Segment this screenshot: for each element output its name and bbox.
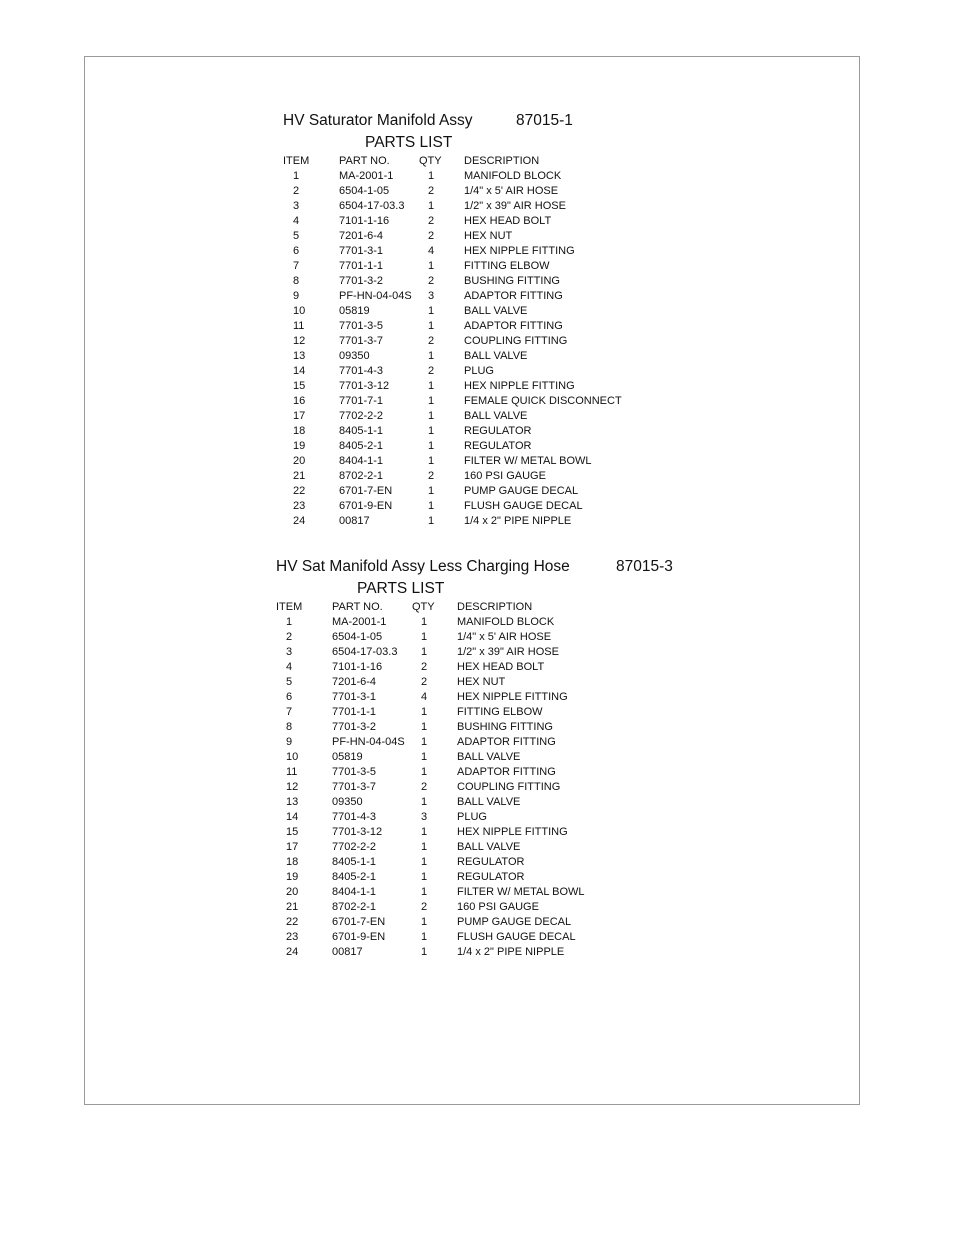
- description-cell: 160 PSI GAUGE: [464, 470, 546, 482]
- part-no-cell: PF-HN-04-04S: [332, 736, 405, 748]
- table-header-row: [283, 154, 644, 169]
- item-cell: 18: [286, 856, 299, 868]
- part-no-cell: 8405-2-1: [332, 871, 377, 883]
- description-cell: PUMP GAUGE DECAL: [464, 485, 579, 497]
- part-no-cell: 8405-1-1: [332, 856, 377, 868]
- table-row: [283, 304, 644, 319]
- header-item: ITEM: [283, 155, 310, 167]
- description-cell: 1/4" x 5' AIR HOSE: [457, 631, 552, 643]
- parts-list-title: PARTS LIST: [357, 580, 445, 597]
- part-no-cell: 7701-7-1: [339, 395, 384, 407]
- description-cell: ADAPTOR FITTING: [464, 320, 563, 332]
- description-cell: BALL VALVE: [464, 305, 528, 317]
- item-cell: 4: [286, 661, 293, 673]
- part-no-cell: 6701-7-EN: [332, 916, 386, 928]
- part-no-cell: 7101-1-16: [332, 661, 383, 673]
- header-item: ITEM: [276, 601, 303, 613]
- item-cell: 13: [293, 350, 306, 362]
- description-cell: REGULATOR: [464, 440, 532, 452]
- table-row: [283, 424, 644, 439]
- qty-cell: 1: [421, 751, 428, 763]
- table-row: [283, 319, 644, 334]
- part-no-cell: 8405-2-1: [339, 440, 384, 452]
- parts-list-section-87015-3: [276, 558, 673, 960]
- qty-cell: 2: [421, 676, 428, 688]
- part-no-cell: 7701-4-3: [339, 365, 384, 377]
- part-no-cell: 7701-3-12: [332, 826, 383, 838]
- description-cell: FITTING ELBOW: [457, 706, 543, 718]
- item-cell: 3: [286, 646, 293, 658]
- description-cell: FITTING ELBOW: [464, 260, 550, 272]
- assembly-number: 87015-1: [516, 112, 573, 129]
- qty-cell: 4: [421, 691, 428, 703]
- qty-cell: 2: [428, 215, 435, 227]
- description-cell: ADAPTOR FITTING: [457, 766, 556, 778]
- part-no-cell: MA-2001-1: [339, 170, 394, 182]
- description-cell: HEX NIPPLE FITTING: [464, 380, 575, 392]
- description-cell: ADAPTOR FITTING: [464, 290, 563, 302]
- item-cell: 22: [286, 916, 299, 928]
- description-cell: 1/4 x 2" PIPE NIPPLE: [457, 946, 565, 958]
- part-no-cell: 7701-3-2: [339, 275, 384, 287]
- item-cell: 2: [286, 631, 293, 643]
- part-no-cell: 00817: [339, 515, 370, 527]
- item-cell: 11: [286, 766, 298, 778]
- qty-cell: 1: [421, 931, 428, 943]
- qty-cell: 2: [421, 781, 428, 793]
- part-no-cell: 8405-1-1: [339, 425, 384, 437]
- item-cell: 5: [286, 676, 293, 688]
- qty-cell: 1: [421, 916, 428, 928]
- item-cell: 1: [293, 170, 300, 182]
- description-cell: 1/4 x 2" PIPE NIPPLE: [464, 515, 572, 527]
- table-row: [276, 615, 637, 630]
- description-cell: HEX NIPPLE FITTING: [464, 245, 575, 257]
- assembly-number: 87015-3: [616, 558, 673, 575]
- qty-cell: 1: [428, 170, 435, 182]
- table-row: [283, 274, 644, 289]
- item-cell: 21: [293, 470, 306, 482]
- part-no-cell: 6701-7-EN: [339, 485, 393, 497]
- part-no-cell: 7201-6-4: [339, 230, 384, 242]
- part-no-cell: MA-2001-1: [332, 616, 387, 628]
- description-cell: BALL VALVE: [457, 841, 521, 853]
- table-row: [283, 499, 644, 514]
- table-row: [283, 409, 644, 424]
- description-cell: 1/2" x 39" AIR HOSE: [464, 200, 566, 212]
- part-no-cell: 7701-4-3: [332, 811, 377, 823]
- item-cell: 13: [286, 796, 299, 808]
- item-cell: 19: [293, 440, 306, 452]
- description-cell: HEX NUT: [464, 230, 513, 242]
- qty-cell: 1: [428, 515, 435, 527]
- part-no-cell: 6701-9-EN: [339, 500, 393, 512]
- part-no-cell: 6504-17-03.3: [332, 646, 398, 658]
- table-row: [283, 484, 644, 499]
- qty-cell: 1: [428, 380, 435, 392]
- part-no-cell: 8702-2-1: [339, 470, 384, 482]
- description-cell: HEX NIPPLE FITTING: [457, 691, 568, 703]
- item-cell: 20: [293, 455, 306, 467]
- parts-table-body: [276, 615, 637, 960]
- description-cell: BALL VALVE: [457, 796, 521, 808]
- qty-cell: 1: [428, 260, 435, 272]
- parts-table: [276, 600, 637, 960]
- item-cell: 24: [293, 515, 306, 527]
- part-no-cell: 7201-6-4: [332, 676, 377, 688]
- part-no-cell: PF-HN-04-04S: [339, 290, 412, 302]
- qty-cell: 1: [428, 320, 435, 332]
- assembly-title: [276, 558, 673, 578]
- description-cell: FILTER W/ METAL BOWL: [457, 886, 585, 898]
- table-row: [283, 214, 644, 229]
- table-row: [276, 720, 637, 735]
- qty-cell: 2: [428, 335, 435, 347]
- table-row: [283, 229, 644, 244]
- qty-cell: 1: [421, 616, 428, 628]
- description-cell: BALL VALVE: [457, 751, 521, 763]
- qty-cell: 1: [421, 721, 428, 733]
- description-cell: 1/2" x 39" AIR HOSE: [457, 646, 559, 658]
- part-no-cell: 7701-3-12: [339, 380, 390, 392]
- description-cell: HEX HEAD BOLT: [457, 661, 545, 673]
- part-no-cell: 6504-17-03.3: [339, 200, 405, 212]
- item-cell: 15: [293, 380, 306, 392]
- table-row: [283, 364, 644, 379]
- qty-cell: 2: [421, 661, 428, 673]
- table-header-row: [276, 600, 637, 615]
- item-cell: 14: [286, 811, 299, 823]
- qty-cell: 2: [428, 185, 435, 197]
- item-cell: 7: [293, 260, 300, 272]
- part-no-cell: 7702-2-2: [339, 410, 384, 422]
- part-no-cell: 7701-3-1: [339, 245, 384, 257]
- qty-cell: 1: [421, 826, 428, 838]
- part-no-cell: 05819: [339, 305, 370, 317]
- part-no-cell: 7701-3-7: [332, 781, 377, 793]
- header-part-no: PART NO.: [339, 155, 390, 167]
- table-row: [276, 750, 637, 765]
- description-cell: 1/4" x 5' AIR HOSE: [464, 185, 559, 197]
- item-cell: 2: [293, 185, 300, 197]
- item-cell: 9: [293, 290, 300, 302]
- header-part-no: PART NO.: [332, 601, 383, 613]
- qty-cell: 1: [421, 631, 428, 643]
- qty-cell: 1: [421, 646, 428, 658]
- qty-cell: 2: [428, 275, 435, 287]
- assembly-name: HV Sat Manifold Assy Less Charging Hose: [276, 558, 570, 575]
- item-cell: 22: [293, 485, 306, 497]
- item-cell: 7: [286, 706, 293, 718]
- item-cell: 5: [293, 230, 300, 242]
- table-row: [283, 454, 644, 469]
- parts-list-title: PARTS LIST: [365, 134, 453, 151]
- item-cell: 18: [293, 425, 306, 437]
- part-no-cell: 05819: [332, 751, 363, 763]
- item-cell: 14: [293, 365, 306, 377]
- qty-cell: 3: [428, 290, 435, 302]
- qty-cell: 2: [428, 365, 435, 377]
- table-row: [276, 675, 637, 690]
- table-row: [283, 169, 644, 184]
- table-row: [283, 514, 644, 529]
- item-cell: 8: [286, 721, 293, 733]
- table-row: [283, 289, 644, 304]
- table-row: [276, 855, 637, 870]
- table-row: [276, 930, 637, 945]
- parts-table: [283, 154, 644, 529]
- qty-cell: 1: [428, 410, 435, 422]
- table-row: [283, 469, 644, 484]
- table-row: [283, 439, 644, 454]
- description-cell: FEMALE QUICK DISCONNECT: [464, 395, 622, 407]
- table-row: [283, 334, 644, 349]
- part-no-cell: 8404-1-1: [332, 886, 377, 898]
- qty-cell: 1: [421, 766, 428, 778]
- item-cell: 12: [286, 781, 299, 793]
- assembly-title: [283, 112, 644, 132]
- part-no-cell: 6504-1-05: [332, 631, 383, 643]
- description-cell: 160 PSI GAUGE: [457, 901, 539, 913]
- qty-cell: 2: [428, 230, 435, 242]
- item-cell: 15: [286, 826, 299, 838]
- qty-cell: 1: [421, 706, 428, 718]
- description-cell: BALL VALVE: [464, 350, 528, 362]
- qty-cell: 1: [421, 886, 428, 898]
- part-no-cell: 6504-1-05: [339, 185, 390, 197]
- description-cell: FILTER W/ METAL BOWL: [464, 455, 592, 467]
- qty-cell: 2: [421, 901, 428, 913]
- table-row: [283, 379, 644, 394]
- part-no-cell: 09350: [332, 796, 363, 808]
- table-row: [283, 259, 644, 274]
- item-cell: 12: [293, 335, 306, 347]
- table-row: [283, 199, 644, 214]
- description-cell: COUPLING FITTING: [457, 781, 561, 793]
- item-cell: 8: [293, 275, 300, 287]
- qty-cell: 4: [428, 245, 435, 257]
- item-cell: 6: [293, 245, 300, 257]
- description-cell: BUSHING FITTING: [464, 275, 560, 287]
- item-cell: 3: [293, 200, 300, 212]
- parts-list-section-87015-1: [283, 112, 644, 529]
- table-row: [276, 825, 637, 840]
- item-cell: 1: [286, 616, 293, 628]
- description-cell: PLUG: [457, 811, 487, 823]
- table-row: [276, 885, 637, 900]
- qty-cell: 1: [428, 425, 435, 437]
- qty-cell: 3: [421, 811, 428, 823]
- part-no-cell: 7701-1-1: [332, 706, 377, 718]
- qty-cell: 1: [428, 350, 435, 362]
- part-no-cell: 6701-9-EN: [332, 931, 386, 943]
- item-cell: 9: [286, 736, 293, 748]
- description-cell: HEX HEAD BOLT: [464, 215, 552, 227]
- part-no-cell: 00817: [332, 946, 363, 958]
- table-row: [276, 735, 637, 750]
- table-row: [283, 349, 644, 364]
- qty-cell: 1: [428, 500, 435, 512]
- item-cell: 10: [286, 751, 299, 763]
- header-qty: QTY: [419, 155, 442, 167]
- part-no-cell: 7101-1-16: [339, 215, 390, 227]
- qty-cell: 1: [428, 440, 435, 452]
- header-qty: QTY: [412, 601, 435, 613]
- table-row: [276, 630, 637, 645]
- part-no-cell: 7701-3-1: [332, 691, 377, 703]
- description-cell: MANIFOLD BLOCK: [457, 616, 555, 628]
- description-cell: MANIFOLD BLOCK: [464, 170, 562, 182]
- table-row: [276, 795, 637, 810]
- qty-cell: 1: [428, 395, 435, 407]
- description-cell: ADAPTOR FITTING: [457, 736, 556, 748]
- qty-cell: 1: [428, 485, 435, 497]
- part-no-cell: 7701-3-5: [339, 320, 384, 332]
- table-row: [276, 945, 637, 960]
- part-no-cell: 7701-3-7: [339, 335, 384, 347]
- item-cell: 10: [293, 305, 306, 317]
- description-cell: FLUSH GAUGE DECAL: [457, 931, 576, 943]
- table-row: [276, 870, 637, 885]
- qty-cell: 1: [421, 796, 428, 808]
- qty-cell: 1: [421, 841, 428, 853]
- table-row: [276, 780, 637, 795]
- description-cell: PLUG: [464, 365, 494, 377]
- assembly-name: HV Saturator Manifold Assy: [283, 112, 473, 129]
- table-row: [276, 645, 637, 660]
- table-row: [276, 660, 637, 675]
- parts-table-body: [283, 169, 644, 529]
- description-cell: REGULATOR: [464, 425, 532, 437]
- table-row: [276, 690, 637, 705]
- description-cell: HEX NUT: [457, 676, 506, 688]
- description-cell: REGULATOR: [457, 856, 525, 868]
- part-no-cell: 7702-2-2: [332, 841, 377, 853]
- qty-cell: 1: [421, 871, 428, 883]
- table-row: [276, 765, 637, 780]
- item-cell: 23: [293, 500, 306, 512]
- qty-cell: 2: [428, 470, 435, 482]
- part-no-cell: 8702-2-1: [332, 901, 377, 913]
- item-cell: 19: [286, 871, 299, 883]
- qty-cell: 1: [428, 455, 435, 467]
- qty-cell: 1: [428, 305, 435, 317]
- part-no-cell: 7701-3-5: [332, 766, 377, 778]
- part-no-cell: 8404-1-1: [339, 455, 384, 467]
- table-row: [276, 840, 637, 855]
- qty-cell: 1: [421, 856, 428, 868]
- description-cell: BALL VALVE: [464, 410, 528, 422]
- item-cell: 17: [286, 841, 299, 853]
- qty-cell: 1: [421, 946, 428, 958]
- part-no-cell: 7701-1-1: [339, 260, 384, 272]
- description-cell: REGULATOR: [457, 871, 525, 883]
- table-row: [276, 705, 637, 720]
- item-cell: 17: [293, 410, 306, 422]
- item-cell: 23: [286, 931, 299, 943]
- item-cell: 4: [293, 215, 300, 227]
- item-cell: 16: [293, 395, 306, 407]
- header-description: DESCRIPTION: [464, 155, 540, 167]
- description-cell: BUSHING FITTING: [457, 721, 553, 733]
- part-no-cell: 7701-3-2: [332, 721, 377, 733]
- description-cell: COUPLING FITTING: [464, 335, 568, 347]
- item-cell: 20: [286, 886, 299, 898]
- table-row: [283, 394, 644, 409]
- description-cell: PUMP GAUGE DECAL: [457, 916, 572, 928]
- description-cell: FLUSH GAUGE DECAL: [464, 500, 583, 512]
- item-cell: 6: [286, 691, 293, 703]
- part-no-cell: 09350: [339, 350, 370, 362]
- qty-cell: 1: [421, 736, 428, 748]
- table-row: [276, 900, 637, 915]
- table-row: [276, 915, 637, 930]
- table-row: [283, 244, 644, 259]
- item-cell: 21: [286, 901, 299, 913]
- item-cell: 24: [286, 946, 299, 958]
- item-cell: 11: [293, 320, 305, 332]
- table-row: [283, 184, 644, 199]
- table-row: [276, 810, 637, 825]
- qty-cell: 1: [428, 200, 435, 212]
- description-cell: HEX NIPPLE FITTING: [457, 826, 568, 838]
- header-description: DESCRIPTION: [457, 601, 533, 613]
